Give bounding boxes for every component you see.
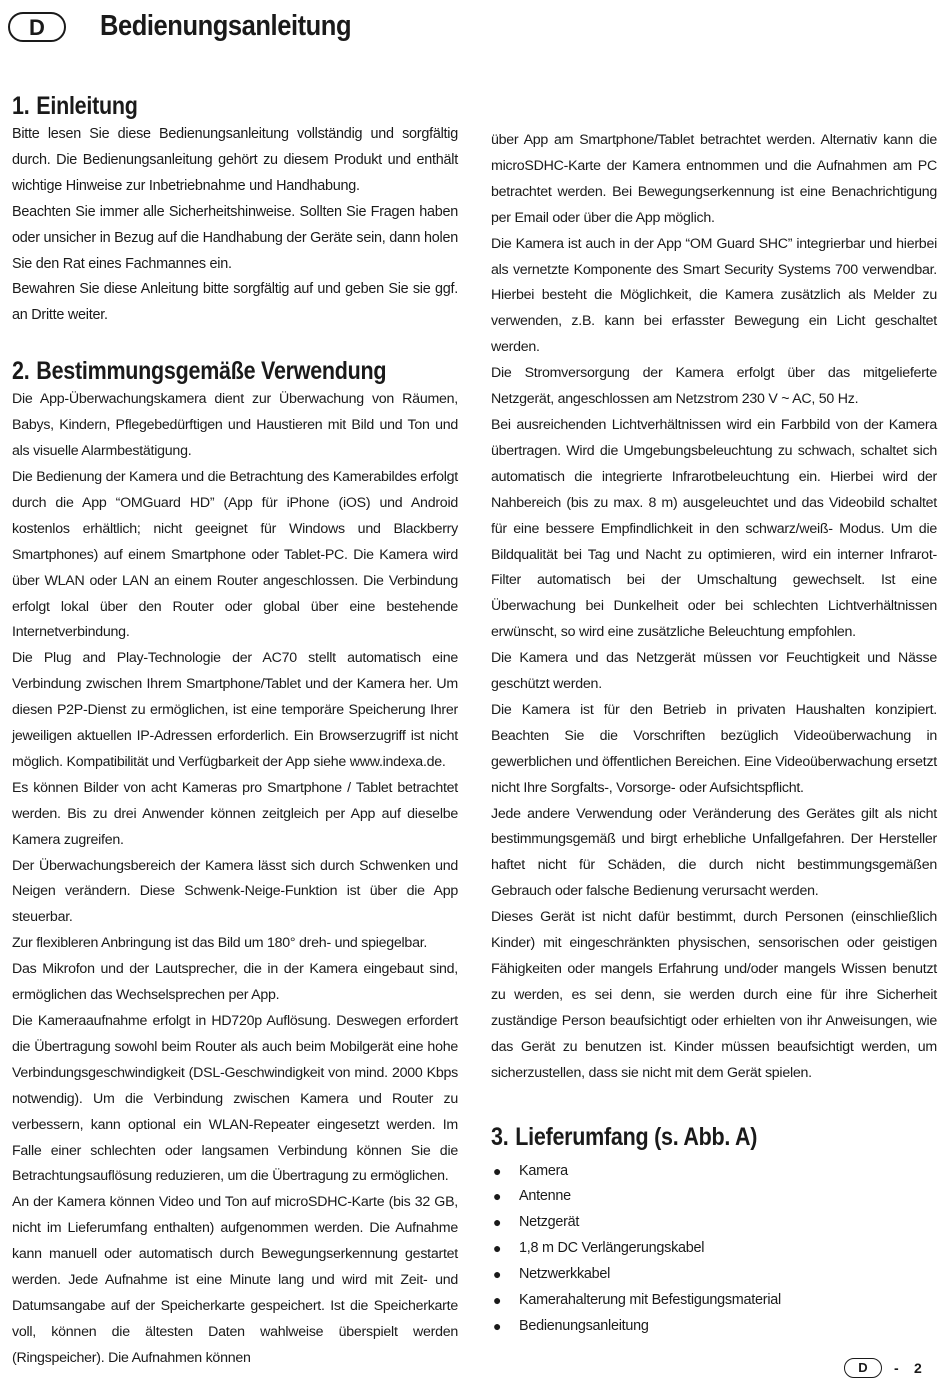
section-intended-use-continued xyxy=(491,128,937,1087)
paragraph: Die Stromversorgung der Kamera erfolgt über das mitgelieferte Netzgerät, angeschlossen am Netzstrom 230 V ~ AC, 50 Hz. xyxy=(491,365,937,408)
paragraph: Zur flexibleren Anbringung ist das Bild um 180° dreh- und spiegelbar. xyxy=(12,935,428,952)
paragraph: Die App-Überwachungskamera dient zur Überwachung von Räumen, Babys, Kindern, Pflegebedürftigen und Haustieren mit Bild und Ton und als visuelle Alarmbestätigung. xyxy=(12,391,458,460)
section-heading: 1. Einleitung xyxy=(12,92,138,120)
paragraph: Die Kamera ist für den Betrieb in privaten Haushalten konzipiert. Beachten Sie die Vorschriften bezüglich Videoüberwachung in gewerblichen und öffentlichen Bereichen. Eine Videoüberwachung ersetzt nicht Ihre Sorgfalts-, Vorsorge- oder Aufsichtspflicht. xyxy=(491,701,937,796)
list-item: ● Bedienungsanleitung xyxy=(491,1314,937,1340)
bullet-icon: ● xyxy=(493,1188,502,1205)
paragraph: Die Kamera ist auch in der App “OM Guard SHC” integrierbar und hierbei als vernetzte Komponente des Smart Security Systems 700 verwendbar. Hierbei besteht die Möglichkeit, die Kamera zusätzlich als Melder zu verwenden, z.B. kann bei erfasster Bewegung ein Licht geschaltet werden. xyxy=(491,235,937,356)
paragraph: über App am Smartphone/Tablet betrachtet werden. Alternativ kann die microSDHC-Karte der Kamera entnommen und die Aufnahmen am PC betrachtet werden. Bei Bewegungserkennung ist eine Benachrichtigung per Email oder über die App möglich. xyxy=(491,132,937,226)
bullet-icon: ● xyxy=(493,1292,502,1309)
bullet-icon: ● xyxy=(493,1214,502,1231)
language-badge: D xyxy=(844,1358,882,1378)
list-item: ● 1,8 m DC Verlängerungskabel xyxy=(491,1236,937,1262)
bullet-icon: ● xyxy=(493,1162,502,1179)
bullet-icon: ● xyxy=(493,1317,502,1334)
paragraph: Bitte lesen Sie diese Bedienungsanleitung vollständig und sorgfältig durch. Die Bedienungsanleitung gehört zu diesem Produkt und enthält wichtige Hinweise zur Inbetriebnahme und Handhabung. xyxy=(12,126,458,194)
paragraph: Bewahren Sie diese Anleitung bitte sorgfältig auf und geben Sie sie ggf. an Dritte weiter. xyxy=(12,281,458,324)
section-heading: 3. Lieferumfang (s. Abb. A) xyxy=(491,1122,758,1151)
paragraph: Die Plug and Play-Technologie der AC70 stellt automatisch eine Verbindung zwischen Ihrem Smartphone/Tablet und der Kamera her. Um diesen P2P-Dienst zu ermöglichen, ist eine temporäre Speicherung Ihrer jeweiligen aktuellen IP-Adressen erforderlich. Ein Browserzugriff ist nicht möglich. Kompatibilität und Verfügbarkeit der App siehe www.indexa.de. xyxy=(12,650,458,770)
paragraph: An der Kamera können Video und Ton auf microSDHC-Karte (bis 32 GB, nicht im Lieferumfang enthalten) aufgenommen werden. Die Aufnahme kann manuell oder automatisch durch Bewegungserkennung gestartet werden. Jede Aufnahme ist eine Minute lang und wird mit Zeit- und Datumsangabe auf der Speicherkarte gespeichert. Ist die Speicherkarte voll, können die ältesten Daten wahlweise überspielt werden (Ringspeicher). Die Aufnahmen können xyxy=(12,1194,458,1366)
page-separator: - xyxy=(894,1360,899,1376)
paragraph: Es können Bilder von acht Kameras pro Smartphone / Tablet betrachtet werden. Bis zu drei Anwender können zeitgleich per App auf dieselbe Kamera zugreifen. xyxy=(12,779,458,848)
right-column xyxy=(491,128,937,1340)
paragraph: Das Mikrofon und der Lautsprecher, die in der Kamera eingebaut sind, ermöglichen das Wechselsprechen per App. xyxy=(12,961,458,1004)
list-item: ● Kamerahalterung mit Befestigungsmaterial xyxy=(491,1288,937,1314)
paragraph: Beachten Sie immer alle Sicherheitshinweise. Sollten Sie Fragen haben oder unsicher in Bezug auf die Handhabung der Geräte sein, dann holen Sie den Rat eines Fachmannes ein. xyxy=(12,203,458,272)
list-item: ● Netzwerkkabel xyxy=(491,1262,937,1288)
page-number: 2 xyxy=(914,1360,922,1376)
document-title: Bedienungsanleitung xyxy=(100,10,352,42)
bullet-icon: ● xyxy=(493,1240,502,1257)
paragraph: Jede andere Verwendung oder Veränderung des Gerätes gilt als nicht bestimmungsgemäß und birgt erhebliche Unfallgefahren. Der Hersteller haftet nicht für Schäden, die durch nicht bestimmungsgemäßen Gebrauch oder falsche Bedienung verursacht werden. xyxy=(491,805,937,900)
paragraph: Der Überwachungsbereich der Kamera lässt sich durch Schwenken und Neigen verändern. Diese Schwenk-Neige-Funktion ist über die App steuerbar. xyxy=(12,857,458,926)
section-introduction xyxy=(12,90,458,329)
left-column xyxy=(12,90,458,1372)
paragraph: Die Kameraaufnahme erfolgt in HD720p Auflösung. Deswegen erfordert die Übertragung sowohl beim Router als auch beim Mobilgerät eine hohe Verbindungsgeschwindigkeit (DSL-Geschwindigkeit von mind. 2000 Kbps notwendig). Um die Verbindung zwischen Kamera und Router zu verbessern, kann optional ein WLAN-Repeater eingesetzt werden. Im Falle einer schlechten oder langsamen Verbindung können Sie die Betrachtungsauflösung reduzieren, um die Übertragung zu ermöglichen. xyxy=(12,1013,458,1185)
bullet-icon: ● xyxy=(493,1266,502,1283)
section-heading: 2. Bestimmungsgemäße Verwendung xyxy=(12,357,387,386)
page-header xyxy=(8,8,608,48)
paragraph: Die Kamera und das Netzgerät müssen vor Feuchtigkeit und Nässe geschützt werden. xyxy=(491,650,937,693)
section-scope-of-delivery xyxy=(491,1121,937,1340)
list-item: ● Kamera xyxy=(491,1159,937,1185)
paragraph: Die Bedienung der Kamera und die Betrachtung des Kamerabildes erfolgt durch die App “OMGuard HD” (App für iPhone (iOS) und Android kostenlos erhältlich; nicht geeignet für Windows und Blackberry Smartphones) auf einem Smartphone oder Tablet-PC. Die Kamera wird über WLAN oder LAN an einem Router angeschlossen. Die Verbindung erfolgt lokal über den Router oder global über eine bestehende Internetverbindung. xyxy=(12,468,458,641)
language-badge: D xyxy=(8,12,66,42)
page-footer xyxy=(844,1358,934,1380)
section-intended-use xyxy=(12,355,458,1371)
delivery-list xyxy=(491,1159,937,1340)
list-item: ● Antenne xyxy=(491,1184,937,1210)
paragraph: Bei ausreichenden Lichtverhältnissen wird ein Farbbild von der Kamera übertragen. Wird die Umgebungsbeleuchtung zu schwach, schaltet sich automatisch die integrierte Infrarotbeleuchtung ein. Hierbei wird der Nahbereich (bis zu max. 8 m) ausgeleuchtet und das Videobild schaltet für eine bessere Empfindlichkeit in den schwarz/weiß- Modus. Um die Bildqualität bei Tag und Nacht zu optimieren, wird ein interner Infrarot-Filter automatisch bei der Umschaltung gewechselt. Ist eine Überwachung bei Dunkelheit oder bei schlechten Lichtverhältnissen erwünscht, so wird eine zusätzliche Beleuchtung empfohlen. xyxy=(491,416,937,641)
list-item: ● Netzgerät xyxy=(491,1210,937,1236)
paragraph: Dieses Gerät ist nicht dafür bestimmt, durch Personen (einschließlich Kinder) mit eingeschränkten physischen, sensorischen oder geistigen Fähigkeiten oder mangels Erfahrung und/oder mangels Wissen benutzt zu werden, es sei denn, sie werden durch eine für ihre Sicherheit zuständige Person beaufsichtigt oder erhielten von ihr Anweisungen, wie das Gerät zu benutzen ist. Kinder müssen beaufsichtigt werden, um sicherzustellen, dass sie nicht mit dem Gerät spielen. xyxy=(491,909,937,1081)
